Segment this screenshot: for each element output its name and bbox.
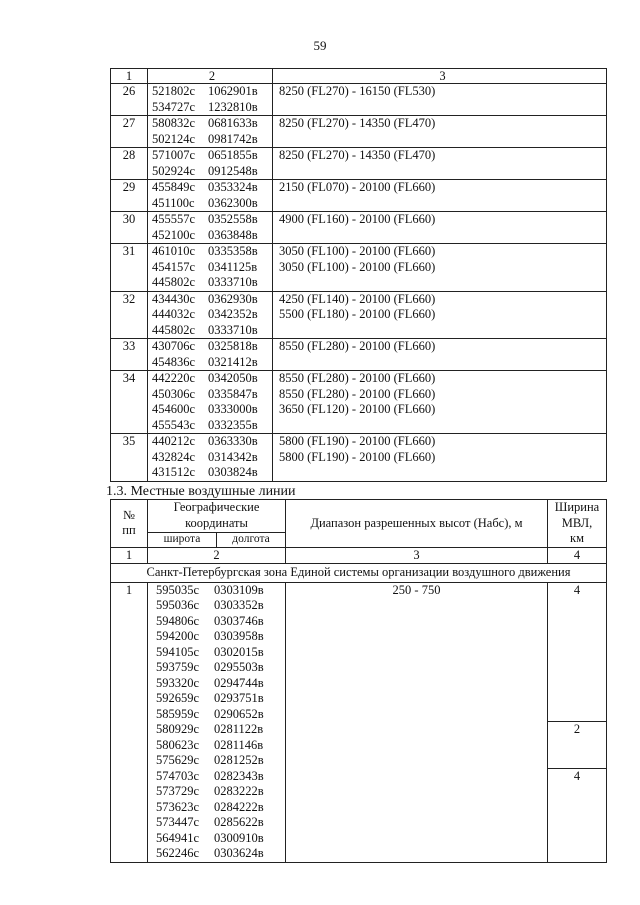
longitude: 0335847в: [208, 386, 258, 401]
altitude-cell: [273, 244, 607, 292]
coordinate-pair: [152, 402, 272, 418]
zone-title: Санкт-Петербургская зона Единой системы организации воздушного движения: [111, 564, 607, 583]
longitude: 0912548в: [208, 163, 258, 178]
coordinate-pair: [156, 738, 285, 754]
coordinate-pair: [156, 769, 285, 785]
latitude: 594105с: [156, 644, 200, 659]
longitude: 1062901в: [208, 84, 258, 98]
longitude: 0335358в: [208, 244, 258, 258]
latitude: 445802с: [152, 275, 196, 289]
coordinate-pair: [156, 676, 285, 692]
longitude: 0362300в: [208, 195, 258, 210]
longitude: 0303958в: [214, 629, 264, 643]
altitude-range: 250 - 750: [286, 582, 548, 862]
coordinate-pair: [156, 784, 285, 800]
altitude-range: 3050 (FL100) - 20100 (FL660): [279, 259, 436, 274]
longitude: 0302015в: [214, 644, 264, 659]
coordinates-cell: [148, 291, 273, 339]
coordinate-pair: [152, 450, 272, 466]
altitude-cell: [273, 434, 607, 482]
coordinates-cell: [148, 339, 273, 371]
altitude-range: 5500 (FL180) - 20100 (FL660): [279, 307, 436, 321]
table-row: [111, 291, 607, 339]
latitude: 594806с: [156, 613, 200, 628]
longitude: 0352558в: [208, 212, 258, 226]
longitude: 0281122в: [214, 722, 264, 736]
longitude: 0303746в: [214, 613, 264, 628]
altitude-cell: [273, 180, 607, 212]
coordinate-pair: [156, 722, 285, 738]
latitude: 574703с: [156, 768, 200, 783]
coordinate-pair: [152, 116, 272, 132]
latitude: 502924с: [152, 163, 196, 178]
latitude: 594200с: [156, 629, 200, 643]
altitude-cell: [273, 212, 607, 244]
table-header-row: [111, 69, 607, 84]
table-row: [111, 212, 607, 244]
table-row: [111, 116, 607, 148]
latitude: 454157с: [152, 259, 196, 274]
altitude-range: 5800 (FL190) - 20100 (FL660): [279, 434, 436, 448]
coordinates-cell: [148, 116, 273, 148]
airways-table: [110, 68, 607, 482]
row-number: 28: [111, 148, 148, 180]
width-value: 2: [548, 722, 606, 769]
column-header: 1: [111, 69, 148, 84]
number-header-line: пп: [122, 523, 136, 538]
table-row: [111, 180, 607, 212]
width-value: 4: [573, 768, 581, 783]
coordinate-pair: [156, 660, 285, 676]
altitude-cell: [273, 148, 607, 180]
longitude: 0303109в: [214, 582, 264, 597]
column-numbers-row: [111, 547, 607, 564]
column-number: 4: [548, 547, 607, 564]
latitude: 455543с: [152, 417, 196, 432]
latitude: 430706с: [152, 339, 196, 353]
longitude: 0325818в: [208, 339, 258, 353]
longitude: 0282343в: [214, 768, 264, 783]
coordinate-pair: [152, 180, 272, 196]
latitude: 573447с: [156, 815, 200, 829]
coordinate-pair: [152, 196, 272, 212]
latitude-header: широта: [148, 533, 217, 547]
coordinate-pair: [152, 323, 272, 339]
coordinates-cell: [148, 582, 286, 862]
altitude-range: 4900 (FL160) - 20100 (FL660): [279, 212, 436, 226]
longitude: 0333710в: [208, 275, 258, 289]
longitude: 0362930в: [208, 291, 258, 306]
coordinate-pair: [152, 84, 272, 100]
latitude: 444032с: [152, 307, 196, 321]
coordinate-pair: [152, 292, 272, 308]
longitude: 0281252в: [214, 753, 264, 767]
coordinate-pair: [152, 164, 272, 180]
latitude: 442220с: [152, 371, 196, 385]
altitude-cell: [273, 371, 607, 434]
width-value: 4: [548, 583, 606, 723]
coordinate-pair: [152, 339, 272, 355]
coordinate-pair: [156, 691, 285, 707]
altitude-range: 8250 (FL270) - 14350 (FL470): [279, 116, 436, 130]
table-row: [111, 371, 607, 434]
row-number: 27: [111, 116, 148, 148]
latitude: 434430с: [152, 291, 196, 306]
column-number: 1: [111, 547, 148, 564]
row-number: 33: [111, 339, 148, 371]
coordinate-pair: [152, 260, 272, 276]
altitude-range: 8250 (FL270) - 16150 (FL530): [279, 84, 436, 98]
longitude: 0300910в: [214, 830, 264, 845]
width-header-line: МВЛ,: [561, 515, 593, 530]
coordinate-pair: [156, 846, 285, 862]
longitude: 0342352в: [208, 307, 258, 321]
latitude: 593320с: [156, 675, 200, 690]
coordinates-cell: [148, 84, 273, 116]
column-header: 3: [273, 69, 607, 84]
latitude: 564941с: [156, 830, 200, 845]
table-row: [111, 582, 607, 862]
latitude: 455557с: [152, 212, 196, 226]
column-header: 2: [148, 69, 273, 84]
latitude: 573729с: [156, 784, 200, 798]
longitude: 0363848в: [208, 227, 258, 242]
latitude: 575629с: [156, 753, 200, 767]
coordinates-cell: [148, 212, 273, 244]
longitude: 0303352в: [214, 598, 264, 612]
coordinate-pair: [156, 598, 285, 614]
coordinate-pair: [156, 629, 285, 645]
latitude: 454836с: [152, 354, 196, 369]
coordinate-pair: [156, 753, 285, 769]
coordinate-pair: [152, 132, 272, 148]
latitude: 431512с: [152, 465, 196, 479]
coordinates-cell: [148, 434, 273, 482]
coordinate-pair: [152, 418, 272, 434]
longitude-header: долгота: [217, 533, 286, 547]
coordinate-pair: [156, 800, 285, 816]
latitude: 452100с: [152, 227, 196, 242]
latitude: 562246с: [156, 846, 200, 860]
width-header: [548, 500, 607, 548]
row-number: 34: [111, 371, 148, 434]
longitude: 0333710в: [208, 322, 258, 337]
longitude: 0332355в: [208, 417, 258, 432]
latitude: 573623с: [156, 799, 200, 814]
latitude: 580623с: [156, 737, 200, 752]
coordinate-pair: [156, 645, 285, 661]
number-header-line: №: [123, 507, 135, 522]
local-airways-table: [110, 499, 607, 863]
altitude-range: 3050 (FL100) - 20100 (FL660): [279, 244, 436, 258]
section-title: 1.3. Местные воздушные линии: [106, 484, 296, 499]
longitude: 0283222в: [214, 784, 264, 798]
row-number: 29: [111, 180, 148, 212]
table-row: [111, 244, 607, 292]
longitude: 0284222в: [214, 799, 264, 814]
longitude: 1232810в: [208, 99, 258, 114]
coordinate-pair: [156, 583, 285, 599]
longitude: 0981742в: [208, 131, 258, 146]
latitude: 585959с: [156, 706, 200, 721]
page-number: 59: [313, 38, 327, 53]
altitude-range: 8550 (FL280) - 20100 (FL660): [279, 371, 436, 385]
longitude: 0363330в: [208, 434, 258, 448]
latitude: 593759с: [156, 660, 200, 674]
geo-coordinates-header: Географические координаты: [148, 500, 286, 533]
altitude-range: 2150 (FL070) - 20100 (FL660): [279, 180, 436, 194]
coordinate-pair: [152, 148, 272, 164]
coordinate-pair: [152, 371, 272, 387]
longitude: 0290652в: [214, 706, 264, 721]
longitude: 0321412в: [208, 354, 258, 369]
latitude: 595036с: [156, 598, 200, 612]
longitude: 0281146в: [214, 737, 264, 752]
width-cell: [548, 582, 607, 862]
latitude: 534727с: [152, 99, 196, 114]
table-row: [111, 434, 607, 482]
altitude-range-header: Диапазон разрешенных высот (Набс), м: [286, 500, 548, 548]
latitude: 432824с: [152, 449, 196, 464]
latitude: 521802с: [152, 84, 196, 98]
coordinates-cell: [148, 244, 273, 292]
longitude: 0294744в: [214, 675, 264, 690]
coordinates-cell: [148, 180, 273, 212]
number-header: [111, 500, 148, 548]
altitude-range: 4250 (FL140) - 20100 (FL660): [279, 291, 436, 306]
coordinate-pair: [156, 815, 285, 831]
longitude: 0681633в: [208, 116, 258, 130]
row-number: 31: [111, 244, 148, 292]
longitude: 0651855в: [208, 148, 258, 162]
longitude: 0293751в: [214, 691, 264, 705]
altitude-range: 8250 (FL270) - 14350 (FL470): [279, 148, 436, 162]
row-number: 30: [111, 212, 148, 244]
table-row: [111, 148, 607, 180]
longitude: 0314342в: [208, 449, 258, 464]
latitude: 440212с: [152, 434, 196, 448]
latitude: 580929с: [156, 722, 200, 736]
coordinate-pair: [152, 212, 272, 228]
coordinate-pair: [152, 465, 272, 481]
coordinate-pair: [152, 100, 272, 116]
latitude: 454600с: [152, 402, 196, 416]
coordinate-pair: [152, 387, 272, 403]
row-number: 1: [111, 582, 148, 862]
table-row: [111, 84, 607, 116]
latitude: 461010с: [152, 244, 196, 258]
longitude: 0333000в: [208, 402, 258, 416]
coordinate-pair: [152, 244, 272, 260]
coordinate-pair: [156, 707, 285, 723]
longitude: 0353324в: [208, 180, 258, 194]
longitude: 0303824в: [208, 465, 258, 479]
latitude: 450306с: [152, 386, 196, 401]
row-number: 26: [111, 84, 148, 116]
zone-row: [111, 564, 607, 583]
table-header-row: [111, 500, 607, 533]
coordinate-pair: [152, 228, 272, 244]
coordinate-pair: [156, 614, 285, 630]
table-row: [111, 339, 607, 371]
column-number: 3: [286, 547, 548, 564]
longitude: 0342050в: [208, 371, 258, 385]
altitude-range: 5800 (FL190) - 20100 (FL660): [279, 449, 436, 464]
coordinates-cell: [148, 148, 273, 180]
latitude: 445802с: [152, 322, 196, 337]
altitude-cell: [273, 291, 607, 339]
latitude: 502124с: [152, 131, 196, 146]
latitude: 592659с: [156, 691, 200, 705]
coordinate-pair: [152, 307, 272, 323]
coordinates-cell: [148, 371, 273, 434]
longitude: 0285622в: [214, 815, 264, 829]
latitude: 455849с: [152, 180, 196, 194]
row-number: 35: [111, 434, 148, 482]
latitude: 595035с: [156, 582, 200, 597]
altitude-cell: [273, 84, 607, 116]
altitude-cell: [273, 339, 607, 371]
altitude-range: 3650 (FL120) - 20100 (FL660): [279, 402, 436, 416]
coordinate-pair: [156, 831, 285, 847]
altitude-range: 8550 (FL280) - 20100 (FL660): [279, 386, 436, 401]
altitude-range: 8550 (FL280) - 20100 (FL660): [279, 339, 436, 353]
latitude: 580832с: [152, 116, 196, 130]
latitude: 571007с: [152, 148, 196, 162]
longitude: 0295503в: [214, 660, 264, 674]
width-header-line: Ширина: [554, 500, 600, 514]
width-header-line: км: [570, 531, 584, 545]
longitude: 0303624в: [214, 846, 264, 860]
latitude: 451100с: [152, 195, 195, 210]
coordinate-pair: [152, 355, 272, 371]
coordinate-pair: [152, 275, 272, 291]
altitude-cell: [273, 116, 607, 148]
longitude: 0341125в: [208, 259, 258, 274]
coordinate-pair: [152, 434, 272, 450]
row-number: 32: [111, 291, 148, 339]
column-number: 2: [148, 547, 286, 564]
